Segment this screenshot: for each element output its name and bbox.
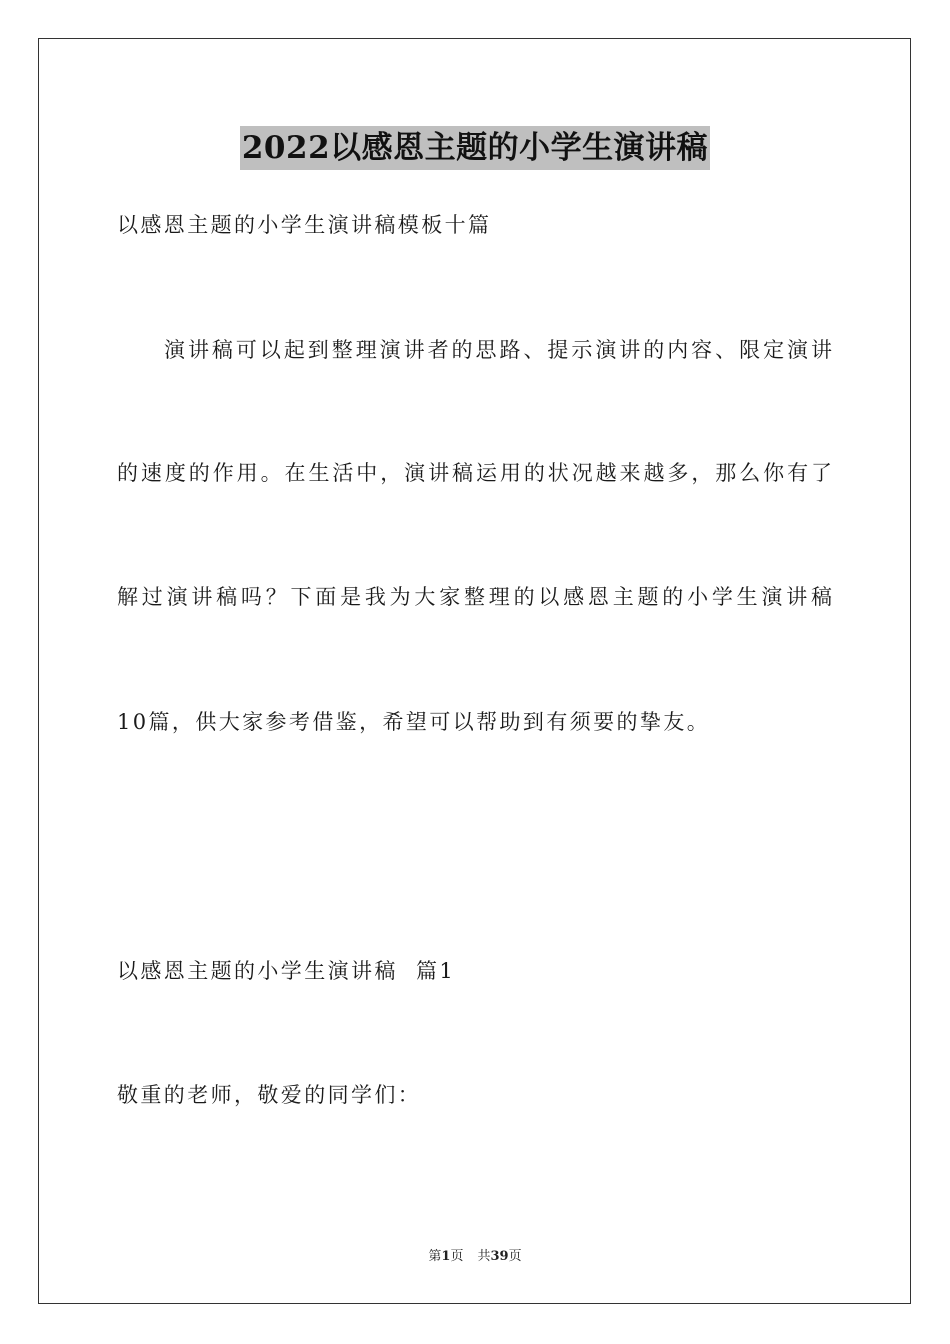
paragraph-line-4: 10篇，供大家参考借鉴，希望可以帮助到有须要的挚友。 <box>117 710 711 734</box>
footer-total-pages: 39 <box>490 1249 509 1264</box>
paragraph-line-3: 解过演讲稿吗？下面是我为大家整理的以感恩主题的小学生演讲稿 <box>117 585 832 609</box>
footer-total-prefix: 共 <box>477 1249 491 1264</box>
paragraph-line-1: 演讲稿可以起到整理演讲者的思路、提示演讲的内容、限定演讲 <box>164 338 832 362</box>
document-title: 2022以感恩主题的小学生演讲稿 <box>240 126 710 170</box>
footer-page-number: 1 <box>441 1249 451 1264</box>
footer-page-suffix: 页 <box>450 1249 464 1264</box>
page-footer <box>0 1248 950 1266</box>
title-container <box>0 126 950 170</box>
footer-page-prefix: 第 <box>428 1249 442 1264</box>
paragraph-line-2: 的速度的作用。在生活中，演讲稿运用的状况越来越多，那么你有了 <box>117 461 832 485</box>
footer-total-suffix: 页 <box>508 1249 522 1264</box>
greeting-line: 敬重的老师，敬爱的同学们： <box>117 1083 422 1107</box>
document-subtitle: 以感恩主题的小学生演讲稿模板十篇 <box>117 213 492 237</box>
section-heading: 以感恩主题的小学生演讲稿 篇1 <box>117 959 456 983</box>
